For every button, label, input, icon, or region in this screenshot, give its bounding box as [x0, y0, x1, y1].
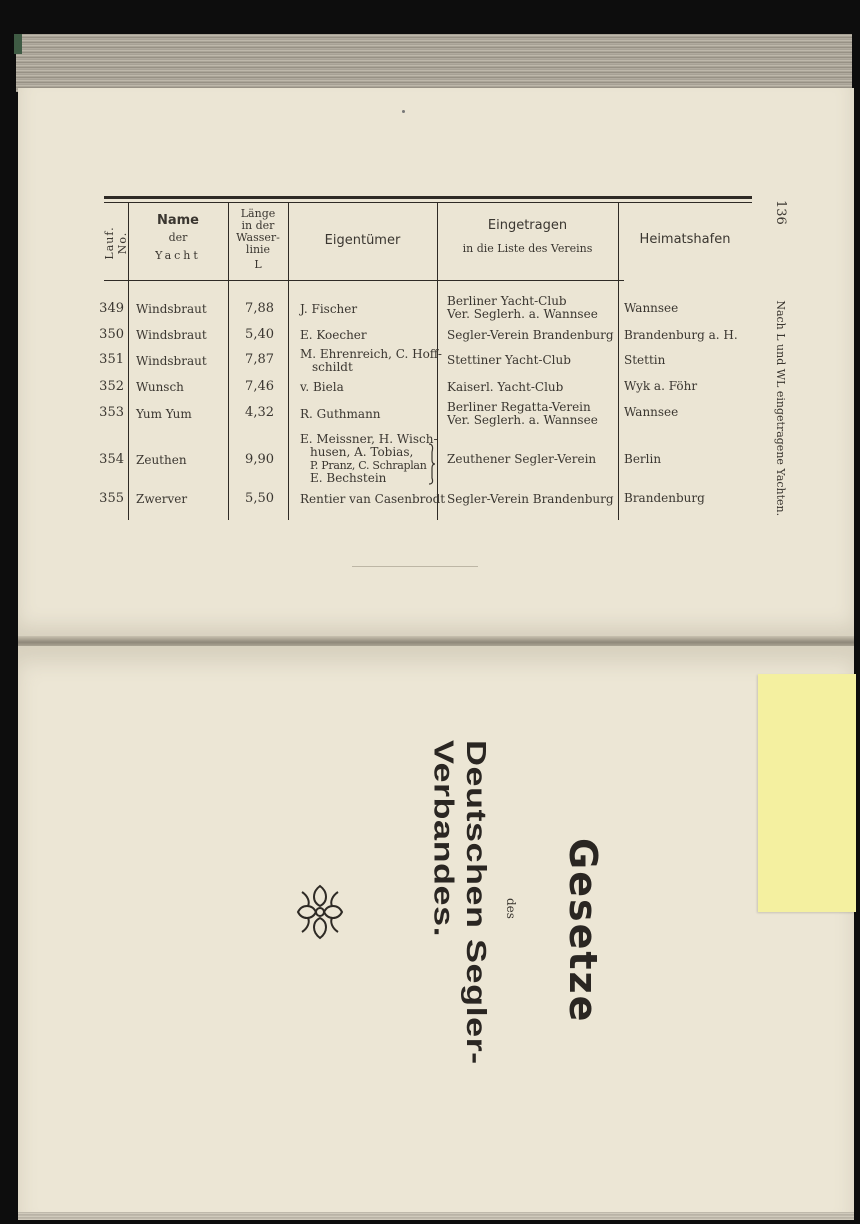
yacht-owner: E. Meissner, H. Wisch- [300, 432, 438, 446]
yacht-name: Windsbraut [136, 354, 207, 368]
yacht-club: Berliner Yacht-Club [447, 294, 567, 308]
sticky-note [758, 674, 856, 912]
table-top-rule [104, 196, 752, 199]
row-number: 353 [99, 405, 124, 420]
yacht-name: Windsbraut [136, 328, 207, 342]
section-divider [352, 566, 478, 567]
header-laenge [228, 208, 288, 271]
paper-speck [402, 110, 405, 113]
brace-icon [426, 442, 436, 486]
floral-ornament-icon [292, 882, 348, 942]
header-heimatshafen: Heimatshafen [639, 232, 731, 247]
book-cover-edge [14, 34, 22, 54]
title-gesetze: Gesetze [561, 838, 605, 1024]
running-title: Nach L und WL eingetragene Yachten. [774, 300, 787, 517]
yacht-name: Zwerver [136, 492, 188, 506]
yacht-owner: Rentier van Casenbrodt [300, 492, 446, 506]
yacht-name: Zeuthen [136, 453, 187, 467]
row-number: 352 [99, 379, 124, 394]
header-eingetragen-label: Eingetragen [487, 218, 568, 233]
yacht-owner: E. Koecher [300, 328, 367, 342]
yacht-club: Segler-Verein Brandenburg [447, 492, 614, 506]
yacht-owner: P. Pranz, C. Schraplan [310, 459, 427, 472]
yacht-length: 9,90 [245, 452, 274, 467]
yacht-club: Ver. Seglerh. a. Wannsee [447, 413, 598, 427]
row-number: 349 [99, 301, 124, 316]
row-number: 355 [99, 491, 124, 506]
page-number: 136 [773, 200, 788, 225]
header-laenge-line: linie [245, 243, 271, 256]
yacht-owner: schildt [312, 360, 353, 374]
row-number: 351 [99, 352, 124, 367]
header-name-label: Name [156, 213, 199, 228]
yacht-name: Yum Yum [136, 407, 192, 421]
table-header-rule [104, 280, 624, 281]
home-port: Berlin [624, 452, 662, 466]
yacht-club: Stettiner Yacht-Club [447, 353, 571, 367]
yacht-register-table [99, 196, 752, 520]
yacht-name: Windsbraut [136, 302, 207, 316]
yacht-club: Segler-Verein Brandenburg [447, 328, 614, 342]
yacht-owner: husen, A. Tobias, [310, 445, 414, 459]
header-laenge-line: Länge [240, 207, 276, 220]
column-divider [288, 202, 289, 520]
running-header [768, 200, 788, 516]
home-port: Wannsee [624, 405, 679, 419]
home-port: Brandenburg a. H. [624, 328, 738, 342]
header-eigentuemer: Eigentümer [324, 233, 401, 248]
yacht-owner: R. Guthmann [300, 407, 381, 421]
row-number: 350 [99, 327, 124, 342]
book-page-edges [16, 34, 852, 92]
header-laenge-line: L [254, 258, 262, 271]
home-port: Wannsee [624, 301, 679, 315]
header-name-yacht: Yacht [155, 249, 201, 262]
yacht-owner: v. Biela [300, 380, 344, 394]
home-port: Wyk a. Föhr [624, 379, 698, 393]
yacht-length: 7,46 [245, 379, 274, 394]
header-laenge-line: in der [241, 219, 275, 232]
yacht-length: 5,40 [245, 327, 274, 342]
yacht-length: 7,87 [245, 352, 274, 367]
header-name [128, 213, 228, 262]
header-name-der: der [168, 231, 188, 244]
yacht-length: 7,88 [245, 301, 274, 316]
header-eingetragen [437, 218, 618, 255]
yacht-owner: M. Ehrenreich, C. Hoff- [300, 347, 442, 361]
yacht-club: Kaiserl. Yacht-Club [447, 380, 564, 394]
header-eingetragen-sub: in die Liste des Vereins [462, 242, 593, 255]
title-des: des [504, 898, 518, 919]
yacht-length: 4,32 [245, 405, 274, 420]
yacht-length: 5,50 [245, 491, 274, 506]
column-divider [618, 202, 619, 520]
yacht-club: Berliner Regatta-Verein [447, 400, 591, 414]
yacht-owner: J. Fischer [300, 302, 358, 316]
yacht-name: Wunsch [136, 380, 184, 394]
header-lauf-no: Lauf. No. [103, 226, 129, 260]
row-number: 354 [99, 452, 124, 467]
table-top-rule-thin [104, 202, 752, 203]
yacht-club: Zeuthener Segler-Verein [447, 452, 597, 466]
yacht-owner: E. Bechstein [310, 471, 387, 485]
title-verband: Deutschen Segler-Verbandes. [428, 740, 493, 1065]
home-port: Stettin [624, 353, 666, 367]
yacht-club: Ver. Seglerh. a. Wannsee [447, 307, 598, 321]
home-port: Brandenburg [624, 491, 705, 505]
header-laenge-line: Wasser- [236, 231, 280, 244]
